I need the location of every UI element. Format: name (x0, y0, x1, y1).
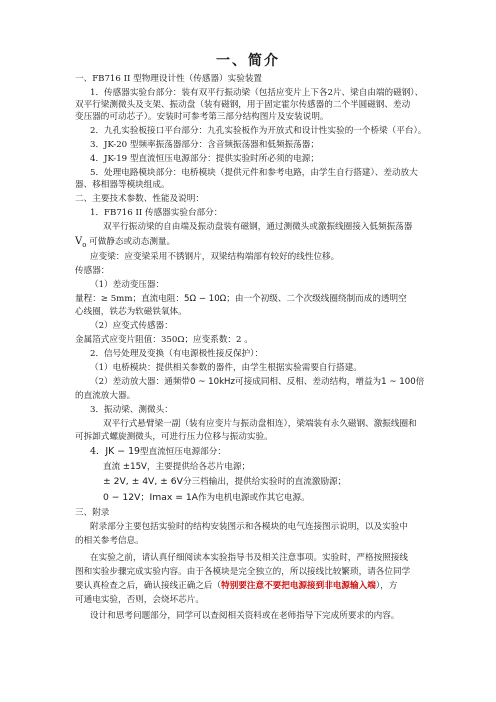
paragraph-line (103, 461, 463, 473)
paragraph-line (90, 376, 450, 388)
section-heading: 三、附录 (75, 508, 110, 518)
paragraph-line (75, 580, 435, 592)
formula-text: 直流 ±15V (103, 462, 147, 472)
paragraph-line: 在实验之前，请认真仔细阅读本实验指导书及相关注意事项。实验时，严格按照接线 (90, 553, 408, 563)
paragraph-text: ，主要提供给各芯片电源； (146, 462, 251, 472)
paragraph-line: 4．JK-19 型直流恒压电源部分：提供实验时所必须的电源； (90, 154, 319, 164)
paragraph-text: ），方 (375, 581, 398, 591)
paragraph-line: 的相关参考信息。 (75, 536, 144, 546)
paragraph-line (75, 293, 435, 305)
paragraph-line (75, 236, 435, 251)
paragraph-text: 4． (90, 446, 106, 457)
paragraph-line: 可通电实验，否则，会烧坏芯片。 (75, 595, 204, 605)
paragraph-text: （2）差动放大器：通频带 (90, 377, 190, 387)
formula-text: 0 ~ 10kHz (190, 377, 236, 387)
paragraph-line: 心线圈，铁芯为软磁铁氧体。 (75, 307, 187, 317)
subsection-heading: 1．FB716 II 传感器实验台部分： (90, 208, 223, 218)
subsection-heading: 3．振动梁、测微头： (90, 405, 173, 415)
paragraph-line: 可拆卸式螺旋测微头，可进行压力位移与振动实验。 (75, 432, 273, 442)
paragraph-line (103, 476, 463, 488)
paragraph-line: 5．处理电路模块部分：电桥模块（提供元件和参考电路，由学生自行搭建）、差动放大 (90, 168, 418, 178)
paragraph-line: 2．九孔实验板接口平台部分：九孔实验板作为开放式和设计性实验的一个桥梁（平台）。 (90, 126, 427, 136)
paragraph-line: 双平行式悬臂梁一副（装有应变片与振动盘相连），梁端装有永久磁钢、激振线圈和 (103, 419, 417, 429)
paragraph-line: 双平行振动梁的自由端及振动盘装有磁钢，通过测微头或激振线圈接入低频振荡器 (103, 222, 413, 232)
paragraph-line: 设计和思考问题部分，同学可以查阅相关资料或在老师指导下完成所要求的内容。 (90, 611, 400, 621)
paragraph-line: 双平行梁测微头及支架、振动盘（装有磁钢，用于固定霍尔传感器的二个半圆磁钢、差动 (75, 100, 411, 110)
paragraph-text: 型直流恒压电源部分： (140, 447, 226, 457)
paragraph-line: 器、移相器等模块组成。 (75, 180, 170, 190)
paragraph-line: 图和实验步骤完成实验内容。由于各模块是完全独立的，所以接线比较繁琐，请各位同学 (75, 567, 411, 577)
paragraph-line (103, 492, 463, 504)
formula-v: V (75, 236, 83, 247)
section-heading: 一、FB716 II 型物理设计性（传感器）实验装置 (75, 74, 263, 84)
paragraph-line: 变压器的可动芯子）。安装时可参考第三部分结构图片及安装说明。 (75, 112, 329, 122)
paragraph-line: 应变梁：应变梁采用不锈钢片，双梁结构端部有较好的线性位移。 (90, 252, 340, 262)
paragraph-text: 要认真检查之后，确认接线正确之后（ (75, 581, 222, 591)
page-title: 一、简介 (216, 53, 280, 69)
paragraph-line: 附录部分主要包括实验时的结构安装图示和各模块的电气连接图示说明，以及实验中 (90, 522, 408, 532)
paragraph-text: 可做静态或动态测量。 (86, 237, 176, 247)
paragraph-text: ；由一个初级、二个次级线圈绕制而成的透明空 (226, 294, 407, 304)
warning-text: 特别要注意不要把电源接到非电源输入端 (221, 581, 376, 591)
paragraph-line: 1．传感器实验台部分：装有双平行振动梁（包括应变片上下各2片、梁自由端的磁钢）、 (90, 88, 424, 98)
formula-text: 1 ~ 100 (381, 377, 416, 387)
paragraph-line: （2）应变式传感器： (90, 321, 173, 331)
paragraph-line: 金属箔式应变片阻值：350Ω；应变系数：2 。 (75, 335, 253, 345)
formula-subscript: o (82, 241, 87, 249)
subsection-heading: 2．信号处理及变换（有电源极性接反保护）： (90, 349, 264, 359)
paragraph-line: （1）差动变压器： (90, 280, 165, 290)
paragraph-text: 可接成同相、反相、差动结构，增益为 (235, 377, 382, 387)
paragraph-text: 分三档输出，提供给实验时的直流激励源； (182, 477, 347, 487)
paragraph-line: 的直流放大器。 (75, 391, 136, 401)
formula-text: 5Ω − 10Ω (184, 294, 227, 304)
paragraph-text: 量程：≥ 5mm；直流电阻： (75, 294, 185, 304)
formula-text: JK − 19 (105, 446, 141, 457)
section-heading: 二、主要技术参数、性能及说明： (75, 194, 204, 204)
paragraph-line: 传感器： (75, 266, 110, 276)
paragraph-text: 倍 (415, 377, 425, 387)
paragraph-text: 作为电机电源或作其它电源。 (197, 493, 310, 503)
formula-text: ± 2V, ± 4V, ± 6V (103, 476, 183, 487)
formula-text: 0 − 12V；Imax = 1A (103, 492, 198, 503)
subsection-heading (90, 446, 450, 458)
paragraph-line: （1）电桥模块：提供相关参数的器件，由学生根据实验需要自行搭建。 (90, 363, 362, 373)
paragraph-line: 3．JK-20 型频率振荡器部分：含音频振荡器和低频振荡器； (90, 140, 319, 150)
